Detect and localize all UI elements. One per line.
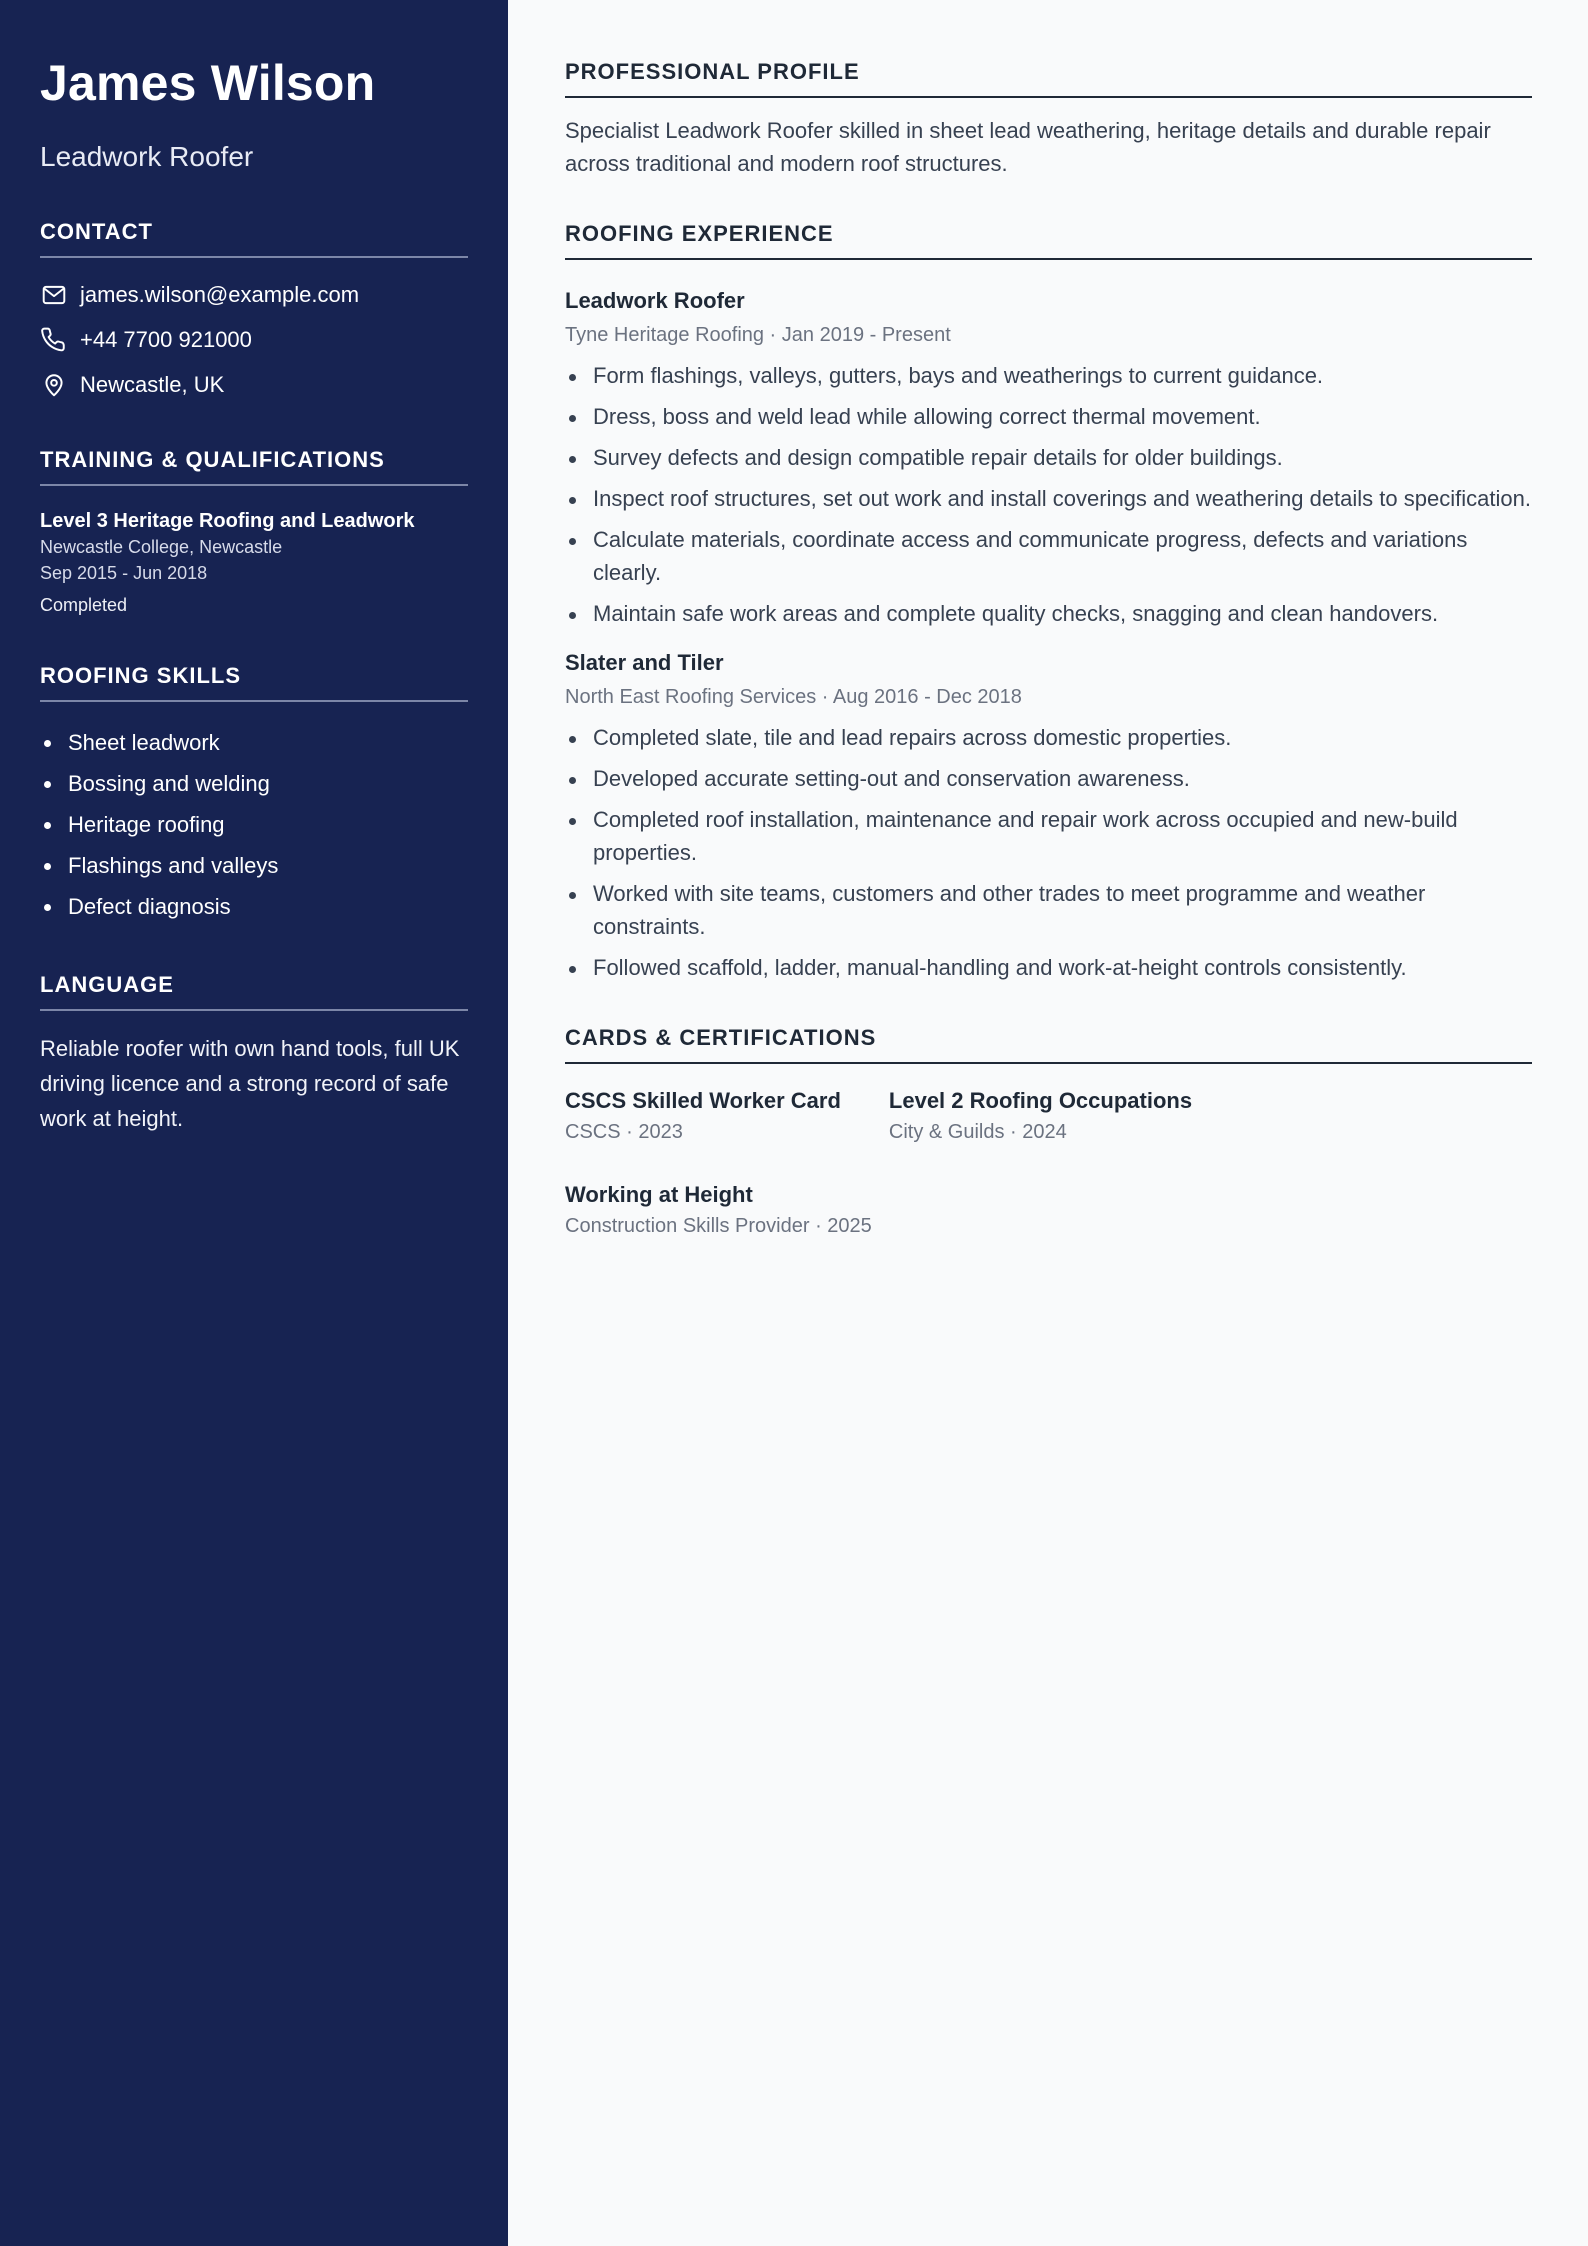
job-bullet: Completed slate, tile and lead repairs across domestic properties.: [565, 721, 1532, 754]
job-bullet: Completed roof installation, maintenance and repair work across occupied and new-build properties.: [565, 803, 1532, 869]
job-bullets: [565, 721, 1532, 984]
contact-list: [40, 278, 468, 402]
certification-item: [565, 1086, 841, 1146]
job-bullet: Followed scaffold, ladder, manual-handling and work-at-height controls consistently.: [565, 951, 1532, 984]
certification-title: CSCS Skilled Worker Card: [565, 1088, 841, 1113]
job-bullet: Maintain safe work areas and complete quality checks, snagging and clean handovers.: [565, 597, 1532, 630]
certification-meta: City & Guilds · 2024: [888, 1121, 1067, 1143]
candidate-role: Leadwork Roofer: [40, 141, 254, 172]
qualification-title: Level 3 Heritage Roofing and Leadwork: [40, 510, 415, 532]
phone-icon: [40, 326, 68, 354]
skills-list: [40, 722, 468, 927]
experience-heading: ROOFING EXPERIENCE: [565, 220, 1532, 260]
training-heading: TRAINING & QUALIFICATIONS: [40, 446, 468, 486]
language-heading: LANGUAGE: [40, 971, 468, 1011]
profile-heading: PROFESSIONAL PROFILE: [565, 58, 1532, 98]
language-section: [40, 971, 468, 1136]
profile-section: [565, 58, 1532, 180]
job-meta: North East Roofing Services · Aug 2016 - Dec 2018: [565, 686, 1022, 708]
job-title: Slater and Tiler: [565, 650, 724, 675]
job-entry: [565, 286, 1532, 630]
certification-item: [565, 1180, 1484, 1240]
job-bullet: Worked with site teams, customers and other trades to meet programme and weather constraints.: [565, 877, 1532, 943]
contact-heading: CONTACT: [40, 218, 468, 258]
contact-section: [40, 218, 468, 402]
certification-item: [889, 1086, 1192, 1146]
job-bullet: Developed accurate setting-out and conservation awareness.: [565, 762, 1532, 795]
skill-item: Sheet leadwork: [40, 722, 468, 763]
certification-meta: Construction Skills Provider · 2025: [565, 1215, 872, 1237]
profile-text: Specialist Leadwork Roofer skilled in sheet lead weathering, heritage details and durable repair across traditional and modern roof structures.: [565, 118, 1491, 176]
job-bullet: Inspect roof structures, set out work and install coverings and weathering details to specification.: [565, 482, 1532, 515]
contact-email[interactable]: [40, 278, 468, 312]
job-title: Leadwork Roofer: [565, 288, 745, 313]
skill-item: Heritage roofing: [40, 804, 468, 845]
skills-heading: ROOFING SKILLS: [40, 662, 468, 702]
email-text[interactable]: james.wilson@example.com: [80, 282, 360, 307]
skill-item: Bossing and welding: [40, 763, 468, 804]
sidebar: [0, 0, 508, 2246]
certification-meta: CSCS · 2023: [565, 1121, 683, 1143]
contact-location: [40, 368, 468, 402]
job-bullet: Form flashings, valleys, gutters, bays and weatherings to current guidance.: [565, 359, 1532, 392]
job-bullet: Calculate materials, coordinate access and communicate progress, defects and variations clearly.: [565, 523, 1532, 589]
contact-phone[interactable]: [40, 323, 468, 357]
certifications-section: [565, 1024, 1532, 1274]
qualification-dates: Sep 2015 - Jun 2018: [40, 563, 208, 583]
job-bullets: [565, 359, 1532, 630]
certification-title: Level 2 Roofing Occupations: [888, 1088, 1193, 1113]
certification-title: Working at Height: [565, 1182, 753, 1207]
job-meta: Tyne Heritage Roofing · Jan 2019 - Present: [565, 324, 951, 346]
skill-item: Defect diagnosis: [40, 886, 468, 927]
main-content: [508, 0, 1588, 2246]
qualification-institution: Newcastle College, Newcastle: [40, 537, 283, 557]
candidate-name: James Wilson: [40, 55, 376, 111]
job-bullet: Survey defects and design compatible repair details for older buildings.: [565, 441, 1532, 474]
experience-section: [565, 220, 1532, 984]
qualification-status: Completed: [40, 595, 128, 615]
job-bullet: Dress, boss and weld lead while allowing correct thermal movement.: [565, 400, 1532, 433]
training-section: [40, 446, 468, 618]
location-text: Newcastle, UK: [80, 372, 225, 397]
mail-icon: [40, 281, 68, 309]
skills-section: [40, 662, 468, 927]
language-text: Reliable roofer with own hand tools, full UK driving licence and a strong record of safe work at height.: [40, 1036, 460, 1131]
certifications-grid: [565, 1086, 1532, 1274]
job-entry: [565, 648, 1532, 984]
skill-item: Flashings and valleys: [40, 845, 468, 886]
location-pin-icon: [40, 371, 68, 399]
certifications-heading: CARDS & CERTIFICATIONS: [565, 1024, 1532, 1064]
phone-text[interactable]: +44 7700 921000: [80, 327, 252, 352]
